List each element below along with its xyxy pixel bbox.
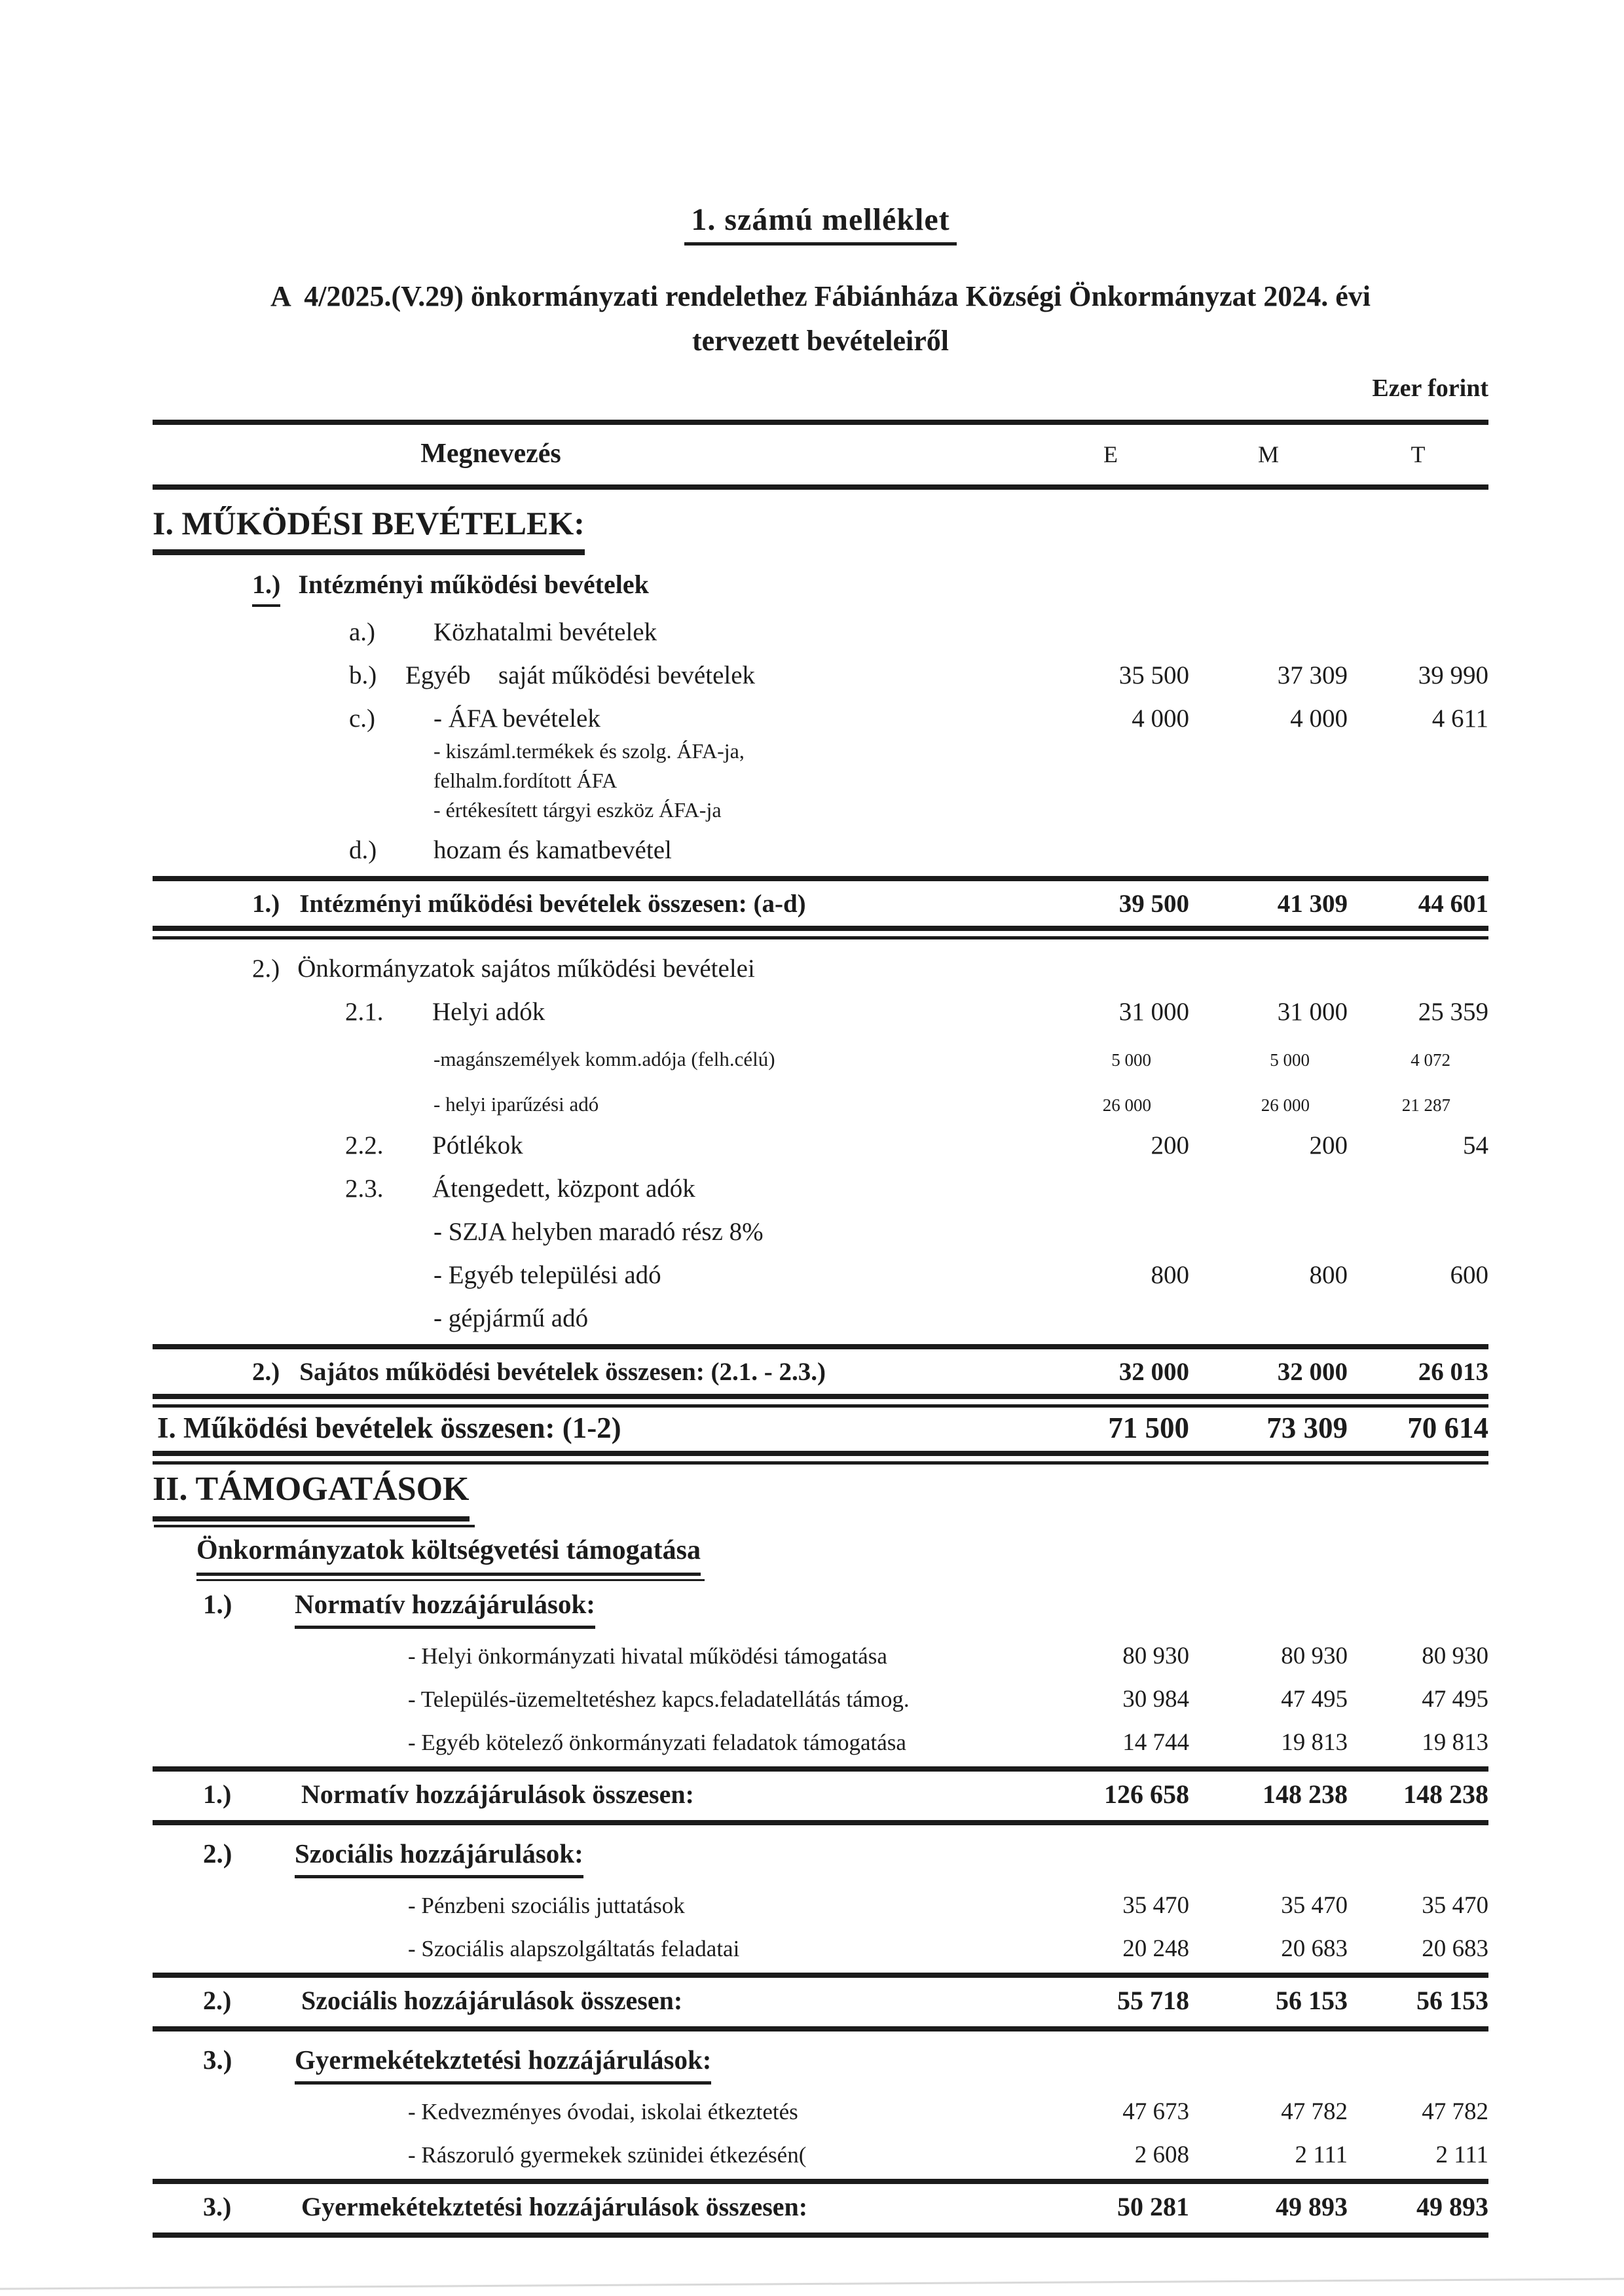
row-desc (153, 1983, 1032, 2018)
row-text: -magánszemélyek komm.adója (felh.célú) (434, 1048, 775, 1070)
row-desc (153, 1089, 1032, 1120)
value-t: 26 013 (1418, 1358, 1488, 1386)
value-m: 49 893 (1276, 2192, 1348, 2221)
scanner-artifact-line (0, 2278, 1624, 2289)
row-number: 1.) (203, 1589, 232, 1619)
value-t: 20 683 (1422, 1935, 1488, 1962)
value-m: 200 (1309, 1131, 1348, 1159)
value-e: 39 500 (1118, 890, 1189, 918)
table-row (153, 1171, 1488, 1207)
table-row (153, 1214, 1488, 1250)
row-text: I. Működési bevételek összesen: (1-2) (157, 1412, 621, 1444)
value-t: 47 495 (1422, 1686, 1488, 1713)
value-e: 71 500 (1108, 1412, 1189, 1444)
divider-rule (153, 1820, 1488, 1825)
row-number: 1.) (252, 890, 280, 918)
row-text: - értékesített tárgyi eszköz ÁFA-ja (434, 798, 722, 822)
row-text: - Kedvezményes óvodai, iskolai étkeztetés (408, 2099, 798, 2124)
table-row (153, 1890, 1488, 1922)
value-m: 47 782 (1281, 2098, 1348, 2125)
value-t: 21 287 (1401, 1095, 1450, 1115)
row-number: 2.1. (345, 998, 384, 1026)
row-text: Önkormányzatok sajátos működési bevételei (297, 955, 755, 983)
header-col-e: E (1103, 441, 1118, 467)
value-m: 37 309 (1277, 661, 1348, 689)
row-desc (153, 2140, 1032, 2171)
table-row (153, 795, 1488, 825)
table-row (153, 1355, 1488, 1390)
value-e: 800 (1151, 1261, 1189, 1289)
value-e: 30 984 (1122, 1686, 1189, 1713)
table-row (153, 1301, 1488, 1336)
row-desc (153, 2042, 1032, 2085)
row-desc (153, 1586, 1032, 1629)
table-row (153, 1089, 1488, 1120)
row-text: - SZJA helyben maradó rész 8% (434, 1218, 764, 1246)
value-m: 73 309 (1266, 1412, 1348, 1444)
row-number: 1.) (203, 1779, 232, 1809)
value-t: 47 782 (1422, 2098, 1488, 2125)
row-text: Normatív hozzájárulások összesen: (301, 1779, 694, 1809)
row-desc (153, 833, 1032, 868)
value-m: 4 000 (1290, 704, 1348, 733)
table-row (153, 2189, 1488, 2225)
table-row (153, 2140, 1488, 2171)
row-text: - Pénzbeni szociális juttatások (408, 1893, 685, 1918)
table-row (153, 951, 1488, 987)
row-text: - kiszáml.termékek és szolg. ÁFA-ja, (434, 739, 745, 763)
row-desc (153, 766, 1032, 795)
value-e: 80 930 (1122, 1643, 1189, 1669)
row-desc (153, 1258, 1032, 1293)
row-text: - Rászoruló gyermekek szünidei étkezésén( (408, 2142, 807, 2168)
row-text: Normatív hozzájárulások: (295, 1586, 595, 1629)
row-text: Helyi adók (432, 998, 545, 1026)
row-text: - Egyéb kötelező önkormányzati feladatok támogatása (408, 1730, 906, 1755)
row-text: Gyermekétekztetési hozzájárulások: (295, 2042, 711, 2085)
table-row (153, 2042, 1488, 2085)
table-rows (153, 503, 1488, 2238)
value-t: 148 238 (1403, 1779, 1488, 1809)
row-text: Sajátos működési bevételek összesen: (2.1. - 2.3.) (299, 1358, 826, 1386)
divider-rule (153, 1344, 1488, 1349)
value-e: 55 718 (1117, 1986, 1189, 2015)
row-desc (153, 795, 1032, 825)
document-title (153, 274, 1488, 363)
section-heading (153, 1468, 1488, 1522)
table-row (153, 1983, 1488, 2018)
row-text: Intézményi működési bevételek (298, 570, 649, 599)
header-col-t: T (1411, 441, 1426, 467)
table-row (153, 1727, 1488, 1758)
row-desc (153, 1933, 1032, 1965)
table-row (153, 567, 1488, 607)
value-e: 14 744 (1122, 1729, 1189, 1756)
value-m: 800 (1309, 1261, 1348, 1289)
row-text-2: saját működési bevételek (498, 661, 756, 689)
row-desc (153, 1890, 1032, 1922)
value-e: 4 000 (1132, 704, 1189, 733)
row-text: Egyéb (405, 661, 471, 689)
table-row (153, 1777, 1488, 1812)
unit-note: Ezer forint (1372, 374, 1488, 402)
row-desc (153, 615, 1032, 650)
table-row (153, 1128, 1488, 1163)
row-text: - Egyéb települési adó (434, 1261, 661, 1289)
attachment-label: 1. számú melléklet (684, 202, 956, 246)
row-text: Pótlékok (432, 1131, 523, 1159)
value-e: 50 281 (1117, 2192, 1189, 2221)
table-row (153, 1933, 1488, 1965)
row-desc (153, 1214, 1032, 1250)
value-t: 56 153 (1416, 1986, 1488, 2015)
row-desc (153, 1044, 1032, 1074)
table-row (153, 1258, 1488, 1293)
value-e: 20 248 (1122, 1935, 1189, 1962)
row-desc (153, 1684, 1032, 1715)
table-row (153, 658, 1488, 693)
table-row (153, 833, 1488, 868)
row-text: Gyermekétekztetési hozzájárulások összesen: (301, 2192, 808, 2221)
row-number: 2.) (252, 1358, 280, 1386)
table-top-rule (153, 420, 1488, 425)
attachment-label-wrap (153, 0, 1488, 246)
value-e: 5 000 (1111, 1050, 1151, 1070)
value-e: 35 500 (1118, 661, 1189, 689)
document-title-line2: tervezett bevételeiről (692, 325, 950, 357)
row-text: Intézményi működési bevételek összesen: (a-d) (299, 890, 806, 918)
row-desc (153, 1777, 1032, 1812)
row-number: d.) (349, 836, 377, 864)
table-row (153, 701, 1488, 737)
table-header-row (153, 433, 1488, 475)
table-row (153, 766, 1488, 795)
row-number: 2.2. (345, 1131, 384, 1159)
value-m: 2 111 (1295, 2141, 1348, 2168)
header-col-m: M (1257, 441, 1279, 467)
row-number: 2.3. (345, 1175, 384, 1203)
document-title-line1: A 4/2025.(V.29) önkormányzati rendelethez Fábiánháza Községi Önkormányzat 2024. évi (270, 280, 1371, 312)
row-desc (153, 1409, 1032, 1447)
table-header-rule (153, 484, 1488, 490)
value-m: 19 813 (1281, 1729, 1348, 1756)
value-m: 35 470 (1281, 1892, 1348, 1919)
row-desc (153, 2189, 1032, 2225)
section-heading (153, 503, 1488, 555)
divider-rule (153, 2179, 1488, 2184)
row-number: a.) (349, 618, 376, 646)
row-text: - Település-üzemeltetéshez kapcs.feladatellátás támog. (408, 1686, 910, 1712)
value-m: 80 930 (1281, 1643, 1348, 1669)
row-desc (153, 737, 1032, 766)
value-m: 148 238 (1263, 1779, 1348, 1809)
row-desc (153, 567, 1032, 607)
value-e: 126 658 (1104, 1779, 1189, 1809)
value-e: 2 608 (1134, 2141, 1189, 2168)
value-t: 2 111 (1435, 2141, 1488, 2168)
value-t: 39 990 (1418, 661, 1488, 689)
divider-double-rule (153, 926, 1488, 939)
row-number: b.) (349, 661, 377, 689)
value-e: 32 000 (1118, 1358, 1189, 1386)
row-desc (153, 1836, 1032, 1878)
row-number: 2.) (203, 1986, 232, 2015)
row-number: 2.) (203, 1838, 232, 1868)
row-number: 1.) (252, 567, 280, 607)
table-row (153, 1836, 1488, 1878)
row-text: hozam és kamatbevétel (434, 836, 672, 864)
row-text: - Szociális alapszolgáltatás feladatai (408, 1936, 740, 1961)
row-desc (153, 1128, 1032, 1163)
table-row (153, 737, 1488, 766)
value-m: 56 153 (1276, 1986, 1348, 2015)
divider-rule (153, 1766, 1488, 1772)
table-row (153, 2096, 1488, 2128)
table-row (153, 886, 1488, 922)
row-text: - ÁFA bevételek (434, 704, 600, 733)
row-desc (153, 701, 1032, 737)
section-heading-text: Önkormányzatok költségvetési támogatása (196, 1532, 701, 1576)
value-m: 26 000 (1261, 1095, 1310, 1115)
value-t: 49 893 (1416, 2192, 1488, 2221)
row-text: Átengedett, központ adók (432, 1175, 695, 1203)
row-text: Szociális hozzájárulások összesen: (301, 1986, 683, 2015)
row-number: 2.) (252, 955, 280, 983)
value-m: 41 309 (1277, 890, 1348, 918)
section-heading-text: II. TÁMOGATÁSOK (153, 1468, 470, 1522)
value-m: 31 000 (1277, 998, 1348, 1026)
divider-double-rule (153, 1451, 1488, 1465)
value-t: 70 614 (1407, 1412, 1488, 1444)
value-e: 26 000 (1102, 1095, 1151, 1115)
row-desc (153, 1355, 1032, 1390)
header-name-col: Megnevezés (420, 439, 561, 469)
value-m: 47 495 (1281, 1686, 1348, 1713)
table-row (153, 615, 1488, 650)
row-number: c.) (349, 704, 376, 733)
value-t: 80 930 (1422, 1643, 1488, 1669)
value-e: 35 470 (1122, 1892, 1189, 1919)
row-text: - helyi iparűzési adó (434, 1093, 599, 1116)
row-text: - gépjármű adó (434, 1304, 589, 1332)
table-row (153, 1684, 1488, 1715)
value-e: 47 673 (1122, 2098, 1189, 2125)
section-heading-text: I. MŰKÖDÉSI BEVÉTELEK: (153, 503, 585, 555)
value-t: 35 470 (1422, 1892, 1488, 1919)
value-t: 4 072 (1411, 1050, 1450, 1070)
divider-rule (153, 876, 1488, 881)
row-desc (153, 1171, 1032, 1207)
row-desc (153, 1727, 1032, 1758)
row-desc (153, 886, 1032, 922)
table-row (153, 1586, 1488, 1629)
value-t: 54 (1463, 1131, 1488, 1159)
value-e: 200 (1151, 1131, 1189, 1159)
table-row (153, 994, 1488, 1030)
value-t: 25 359 (1418, 998, 1488, 1026)
value-m: 5 000 (1270, 1050, 1310, 1070)
value-t: 19 813 (1422, 1729, 1488, 1756)
row-number: 3.) (203, 2045, 232, 2075)
row-desc (153, 994, 1032, 1030)
row-text: - Helyi önkormányzati hivatal működési támogatása (408, 1643, 887, 1669)
table-row (153, 1044, 1488, 1075)
row-number: 3.) (203, 2192, 232, 2221)
value-t: 44 601 (1418, 890, 1488, 918)
value-t: 600 (1450, 1261, 1488, 1289)
divider-rule (153, 1973, 1488, 1978)
row-desc (153, 1301, 1032, 1336)
divider-double-rule (153, 1394, 1488, 1408)
divider-rule (153, 2026, 1488, 2032)
row-desc (153, 658, 1032, 693)
row-desc (153, 951, 1032, 987)
value-m: 20 683 (1281, 1935, 1348, 1962)
section-heading (153, 1532, 1488, 1576)
document-content (153, 0, 1488, 2238)
table-row (153, 1409, 1488, 1447)
row-text: Szociális hozzájárulások: (295, 1836, 583, 1878)
table-row (153, 1641, 1488, 1672)
row-desc (153, 2096, 1032, 2128)
value-t: 4 611 (1431, 704, 1488, 733)
row-text: Közhatalmi bevételek (434, 618, 657, 646)
value-m: 32 000 (1277, 1358, 1348, 1386)
divider-rule (153, 2232, 1488, 2238)
row-desc (153, 1641, 1032, 1672)
value-e: 31 000 (1118, 998, 1189, 1026)
row-text: felhalm.fordított ÁFA (434, 769, 618, 792)
